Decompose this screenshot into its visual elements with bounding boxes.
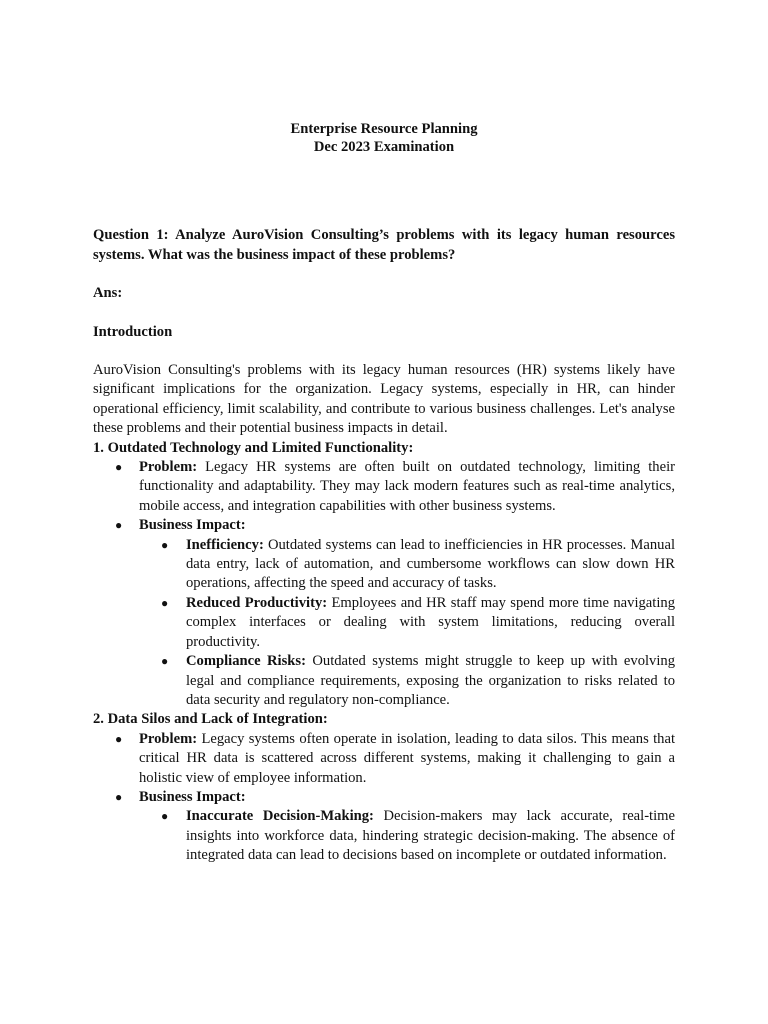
impact-subitem-label: Inaccurate Decision-Making: (186, 808, 374, 825)
answer-label: Ans: (93, 285, 123, 301)
impact-label: Business Impact: (139, 517, 246, 534)
problem-text: Legacy HR systems are often built on outdated technology, limiting their functionality and adaptability. They may lack modern features such as real-time analytics, mobile access, and integration capabilities with other business systems. (139, 459, 675, 514)
introduction-heading: Introduction (93, 324, 173, 340)
impact-subitem-label: Compliance Risks: (186, 653, 306, 670)
problem-item (93, 730, 675, 788)
impact-subitem (93, 652, 675, 710)
bullet-icon: ● (115, 731, 123, 746)
impact-label: Business Impact: (139, 788, 246, 805)
bullet-icon: ● (115, 789, 123, 804)
problem-item (93, 458, 675, 516)
impact-subitem-text: Decision-makers may lack accurate, real-time insights into workforce data, hindering strategic decision-making. The absence of integrated data can lead to decisions based on incomplete or outdated information. (186, 808, 675, 864)
section-2 (93, 710, 675, 865)
impact-subitem-text: Outdated systems can lead to inefficiencies in HR processes. Manual data entry, lack of automation, and cumbersome workflows can slow down HR operations, affecting the speed and accuracy of tasks. (186, 536, 675, 592)
bullet-icon: ● (115, 460, 123, 475)
problem-text: Legacy systems often operate in isolation, leading to data silos. This means that critical HR data is scattered across different systems, making it challenging to gain a holistic view of employee information. (139, 730, 675, 786)
document-subtitle: Dec 2023 Examination (313, 139, 455, 155)
problem-label: Problem: (139, 459, 198, 476)
introduction-paragraph: AuroVision Consulting's problems with its legacy human resources (HR) systems likely have significant implications for the organization. Legacy systems, especially in HR, can hinder operational efficiency, limit scalability, and contribute to various business challenges. Let's analyse these problems and their potential business impacts in detail. (93, 362, 675, 437)
document-header (93, 120, 675, 156)
document-body (93, 361, 675, 866)
impact-item (93, 788, 675, 807)
impact-subitem-label: Reduced Productivity: (186, 594, 328, 611)
problem-label: Problem: (139, 730, 198, 747)
bullet-icon: ● (161, 537, 169, 552)
section-1 (93, 439, 675, 711)
impact-subitem-text: Employees and HR staff may spend more time navigating complex interfaces or dealing with system limitations, reducing overall productivity. (186, 594, 675, 650)
section-title: 1. Outdated Technology and Limited Functionality: (93, 439, 414, 456)
bullet-icon: ● (161, 654, 169, 669)
document-title: Enterprise Resource Planning (290, 121, 478, 137)
impact-subitem (93, 807, 675, 865)
impact-item (93, 516, 675, 535)
bullet-icon: ● (161, 595, 169, 610)
bullet-icon: ● (115, 518, 123, 533)
impact-subitem-label: Inefficiency: (186, 536, 264, 553)
bullet-icon: ● (161, 809, 169, 824)
section-title: 2. Data Silos and Lack of Integration: (93, 711, 328, 728)
impact-subitem (93, 536, 675, 594)
impact-subitem-text: Outdated systems might struggle to keep up with evolving legal and compliance requirements, exposing the organization to risks related to data security and regulatory non-compliance. (186, 653, 675, 708)
question-text: Question 1: Analyze AuroVision Consulting’s problems with its legacy human resources systems. What was the business impact of these problems? (93, 227, 675, 263)
impact-subitem (93, 594, 675, 652)
